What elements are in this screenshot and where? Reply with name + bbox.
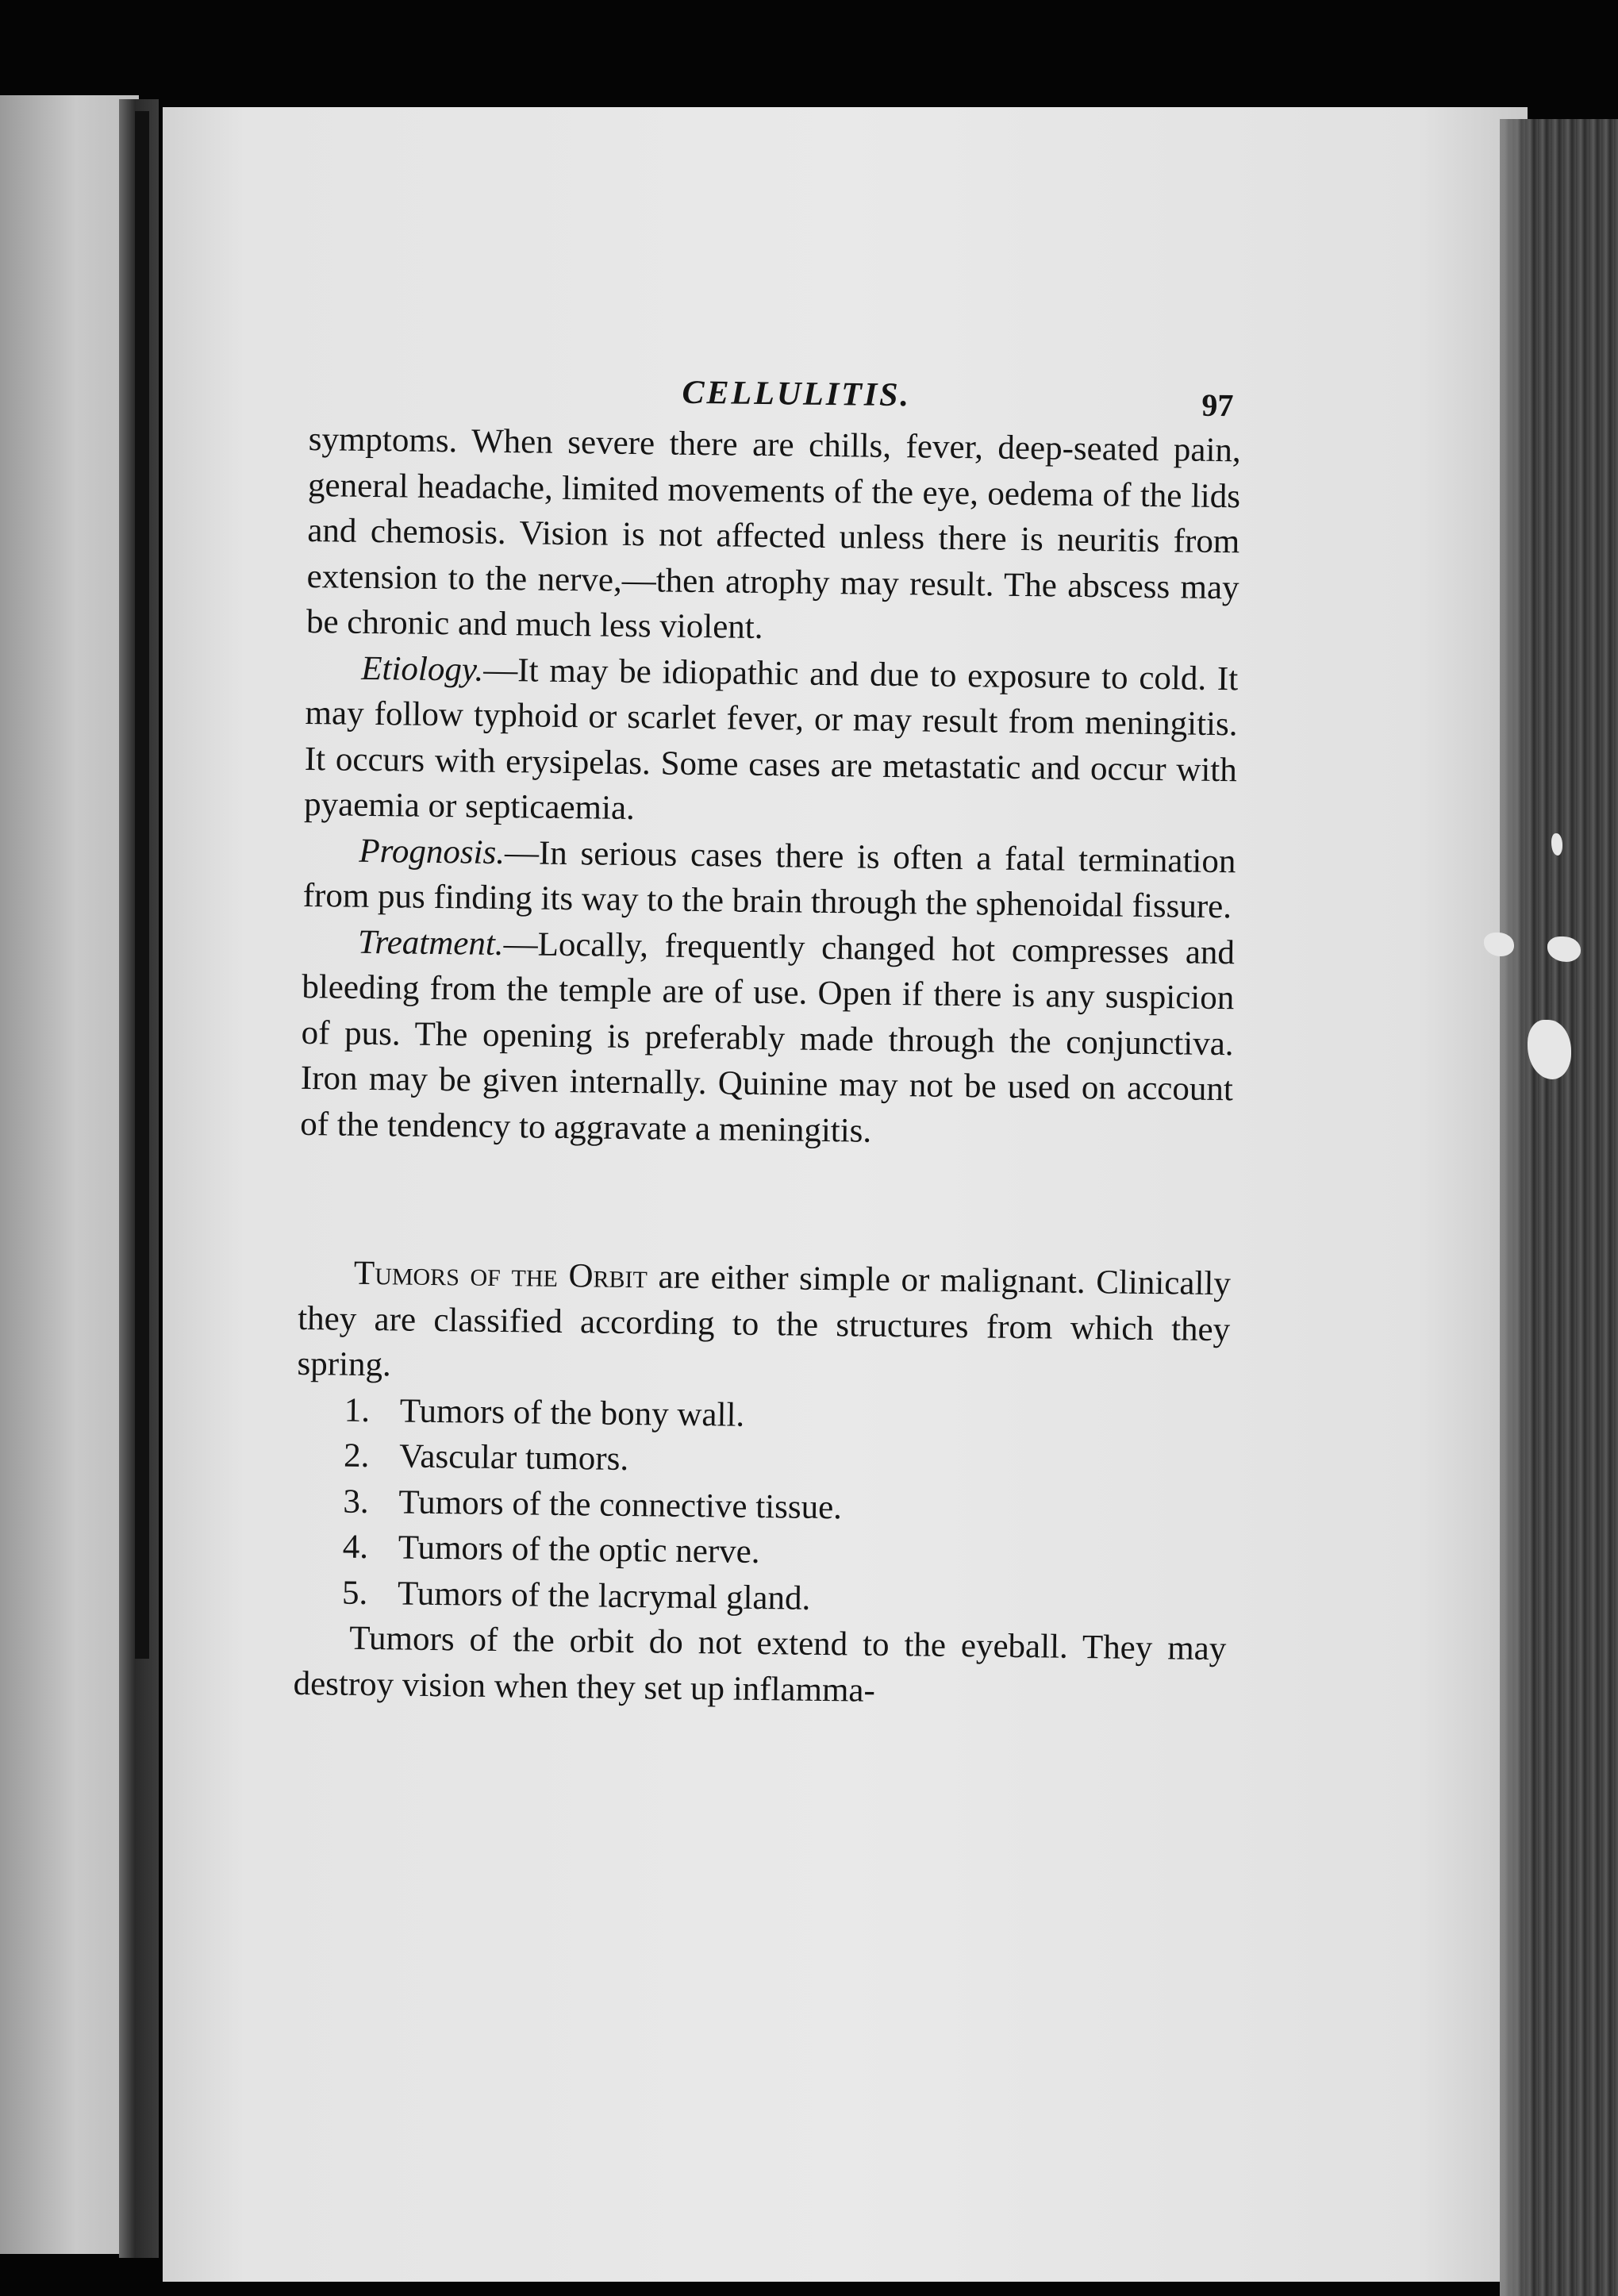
- paragraph-prognosis: [302, 827, 1236, 929]
- paragraph-tumors-closing: Tumors of the orbit do not extend to the eyeball. They may destroy vision when they set up inflamma-: [293, 1619, 1227, 1710]
- tumors-intro-text: are either simple or malignant. Clinically they are classified according to the structures from which they spring.: [297, 1258, 1232, 1384]
- prognosis-heading: Prognosis.: [359, 832, 505, 871]
- paper-damage-mark: [1551, 833, 1562, 856]
- page-number: 97: [1201, 387, 1234, 424]
- running-head-title: CELLULITIS.: [682, 374, 912, 414]
- running-head: [309, 361, 1242, 428]
- gutter-shadow: [135, 111, 149, 1659]
- paragraph-etiology: [304, 644, 1239, 838]
- fore-edge-shade: [1500, 119, 1532, 2296]
- treatment-text: —Locally, frequently changed hot compresses and bleeding from the temple are of use. Open if there is any suspicion of pus. The opening is preferably made through the conjunctiva. Iron may be given internally. Quinine may not be used on account of the tendency to aggravate a meningitis.: [299, 925, 1236, 1150]
- list-item-number: 3.: [343, 1483, 369, 1521]
- page-text: [293, 361, 1242, 1717]
- list-item-number: 4.: [342, 1528, 369, 1567]
- etiology-text: —It may be idiopathic and due to exposure to cold. It may follow typhoid or scarlet fever, or may result from meningitis. It occurs with erysipelas. Some cases are metastatic and occur with pyaemia or septicaemia.: [303, 651, 1239, 828]
- treatment-heading: Treatment.: [357, 923, 504, 963]
- previous-page-edge: [0, 95, 139, 2254]
- list-item-number: 1.: [344, 1391, 371, 1429]
- list-item-text: Tumors of the lacrymal gland.: [397, 1574, 811, 1617]
- list-item-text: Tumors of the optic nerve.: [398, 1529, 760, 1571]
- etiology-heading: Etiology.: [360, 649, 484, 689]
- list-item-number: 5.: [341, 1574, 368, 1612]
- prognosis-text: —In serious cases there is often a fatal termination from pus finding its way to the brain through the sphenoidal fissure.: [302, 833, 1236, 926]
- paragraph-symptoms: symptoms. When severe there are chills, fever, deep-seated pain, general headache, limited movements of the eye, oedema of the lids and chemosis. Vision is not affected unless there is neuritis from extension to the nerve,—then atrophy may result. The abscess may be chronic and much less violent.: [306, 420, 1241, 647]
- paragraph-tumors-intro: [297, 1250, 1231, 1398]
- list-item-text: Tumors of the connective tissue.: [398, 1483, 843, 1526]
- list-item-number: 2.: [343, 1436, 370, 1475]
- list-item-text: Tumors of the bony wall.: [399, 1391, 745, 1434]
- tumors-heading: Tumors of the Orbit: [353, 1254, 648, 1296]
- paragraph-treatment: [300, 918, 1235, 1158]
- tumor-classification-list: [294, 1386, 1229, 1626]
- list-item-text: Vascular tumors.: [398, 1437, 629, 1479]
- section-gap: [298, 1147, 1232, 1261]
